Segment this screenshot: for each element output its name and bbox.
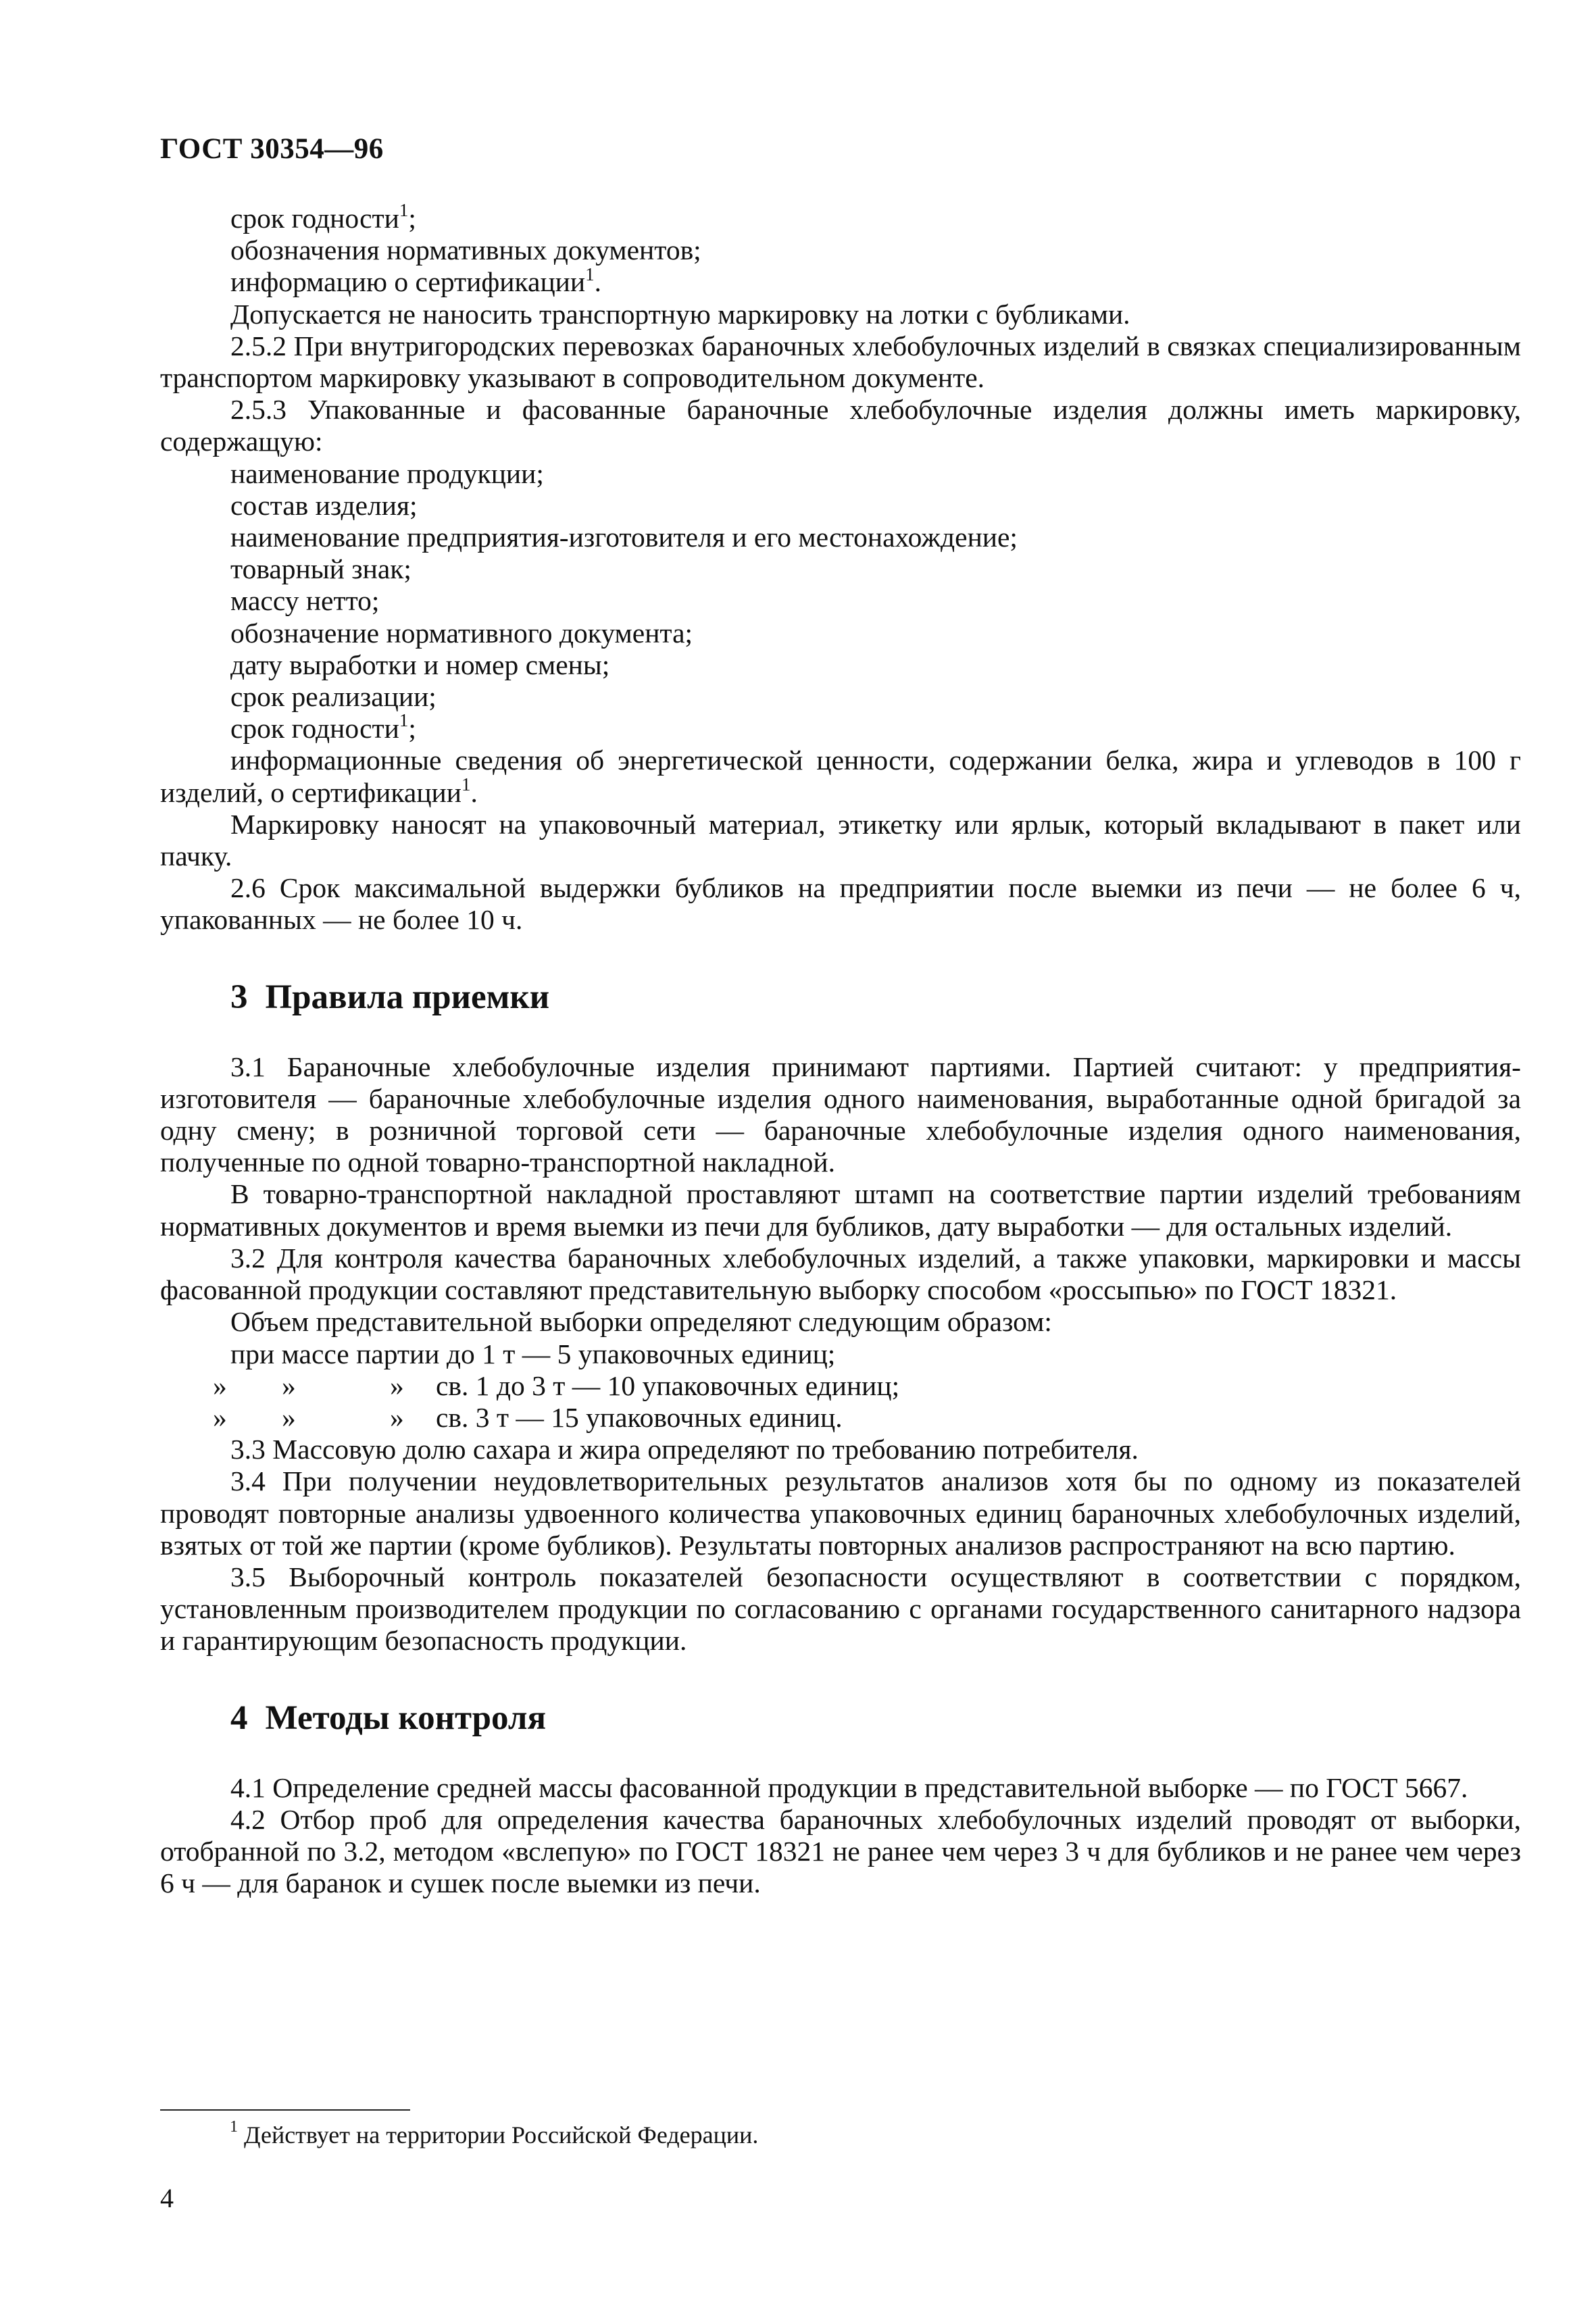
footnote-ref: 1 [399, 200, 409, 221]
list-item [160, 710, 1521, 745]
sample-size-text: св. 1 до 3 т — 10 упаковочных единиц; [436, 1369, 900, 1401]
footnote-ref: 1 [585, 263, 595, 284]
list-item: наименование предприятия-изготовителя и его местонахождение; [230, 522, 1018, 553]
punctuation: . [594, 266, 601, 298]
list-item [160, 745, 1521, 808]
paragraph-3-3: 3.3 Массовую долю сахара и жира определяют по требованию потребителя. [230, 1434, 1139, 1465]
list-item: обозначения нормативных документов; [230, 234, 701, 266]
section-heading-3 [160, 978, 1521, 1016]
ditto-mark: » [282, 1369, 296, 1401]
list-item-text: срок годности [230, 713, 399, 745]
paragraph-3-1: 3.1 Бараночные хлебобулочные изделия принимают партиями. Партией считают: у предприятия-изготовителя — бараночные хлебобулочные изделия одного наименования, выработанные одной бригадой за одну смену; в розничной торговой сети — бараночные хлебобулочные изделия одного наименования, полученные по одной товарно-транспортной накладной. [160, 1051, 1521, 1178]
punctuation: ; [408, 713, 416, 745]
footnote [230, 2120, 758, 2150]
paragraph-2-6: 2.6 Срок максимальной выдержки бубликов на предприятии после выемки из печи — не более 6 ч, упакованных — не более 10 ч. [160, 872, 1521, 936]
section-heading-4 [160, 1699, 1521, 1737]
footnote-ref: 1 [461, 774, 471, 795]
ditto-mark: » [390, 1401, 404, 1433]
list-item: товарный знак; [230, 553, 412, 585]
list-item-text: информационные сведения об энергетической ценности, содержании белка, жира и углеводов в 100 г изделий, о сертификации [160, 745, 1521, 808]
sample-size-line [160, 1370, 1521, 1402]
ditto-mark: » [213, 1401, 227, 1433]
list-item-text: срок годности [230, 203, 399, 234]
paragraph-4-1: 4.1 Определение средней массы фасованной продукции в представительной выборке — по ГОСТ 5667. [230, 1771, 1468, 1803]
page-number: 4 [160, 2183, 174, 2213]
list-item: обозначение нормативного документа; [230, 617, 693, 649]
paragraph: Маркировку наносят на упаковочный материал, этикетку или ярлык, который вкладывают в пакет или пачку. [160, 808, 1521, 872]
paragraph-3-4: 3.4 При получении неудовлетворительных результатов анализов хотя бы по одному из показателей проводят повторные анализы удвоенного количества упаковочных единиц бараночных хлебобулочных изделий, взятых от той же партии (кроме бубликов). Результаты повторных анализов распространяют на всю партию. [160, 1465, 1521, 1561]
ditto-mark: » [213, 1369, 227, 1401]
footnote-mark: 1 [230, 2118, 238, 2136]
list-item: дату выработки и номер смены; [230, 649, 610, 680]
section-title: Методы контроля [265, 1699, 547, 1737]
list-item: состав изделия; [230, 489, 418, 521]
list-item [160, 263, 1521, 298]
section-number: 3 [230, 978, 248, 1016]
list-item-text: информацию о сертификации [230, 266, 586, 298]
paragraph: Объем представительной выборки определяют следующим образом: [230, 1306, 1052, 1338]
ditto-mark: » [390, 1369, 404, 1401]
list-item: срок реализации; [230, 681, 437, 713]
footnote-text: Действует на территории Российской Федерации. [244, 2121, 759, 2148]
paragraph-4-2: 4.2 Отбор проб для определения качества бараночных хлебобулочных изделий проводят от выборки, отобранной по 3.2, методом «вслепую» по ГОСТ 18321 не ранее чем через 3 ч для бубликов и не ранее чем через 6 ч — для баранок и сушек после выемки из печи. [160, 1803, 1521, 1899]
paragraph: В товарно-транспортной накладной проставляют штамп на соответствие партии изделий требованиям нормативных документов и время выемки из печи для бубликов, дату выработки — для остальных изделий. [160, 1178, 1521, 1242]
section-number: 4 [230, 1699, 248, 1737]
section-title: Правила приемки [265, 978, 550, 1016]
sample-size-line: при массе партии до 1 т — 5 упаковочных единиц; [230, 1338, 836, 1369]
punctuation: ; [408, 203, 416, 234]
paragraph: Допускается не наносить транспортную маркировку на лотки с бубликами. [230, 298, 1130, 330]
paragraph-3-2: 3.2 Для контроля качества бараночных хлебобулочных изделий, а также упаковки, маркировки и массы фасованной продукции составляют представительную выборку способом «россыпью» по ГОСТ 18321. [160, 1242, 1521, 1306]
paragraph-2-5-3: 2.5.3 Упакованные и фасованные бараночные хлебобулочные изделия должны иметь маркировку, содержащую: [160, 394, 1521, 457]
footnote-ref: 1 [399, 710, 409, 731]
list-item [160, 200, 1521, 234]
paragraph-2-5-2: 2.5.2 При внутригородских перевозках бараночных хлебобулочных изделий в связках специализированным транспортом маркировку указывают в сопроводительном документе. [160, 330, 1521, 394]
sample-size-text: св. 3 т — 15 упаковочных единиц. [436, 1401, 843, 1433]
punctuation: . [470, 776, 478, 808]
list-item: наименование продукции; [230, 457, 544, 489]
footnote-divider [160, 2109, 410, 2111]
document-body [160, 200, 1521, 1899]
list-item: массу нетто; [230, 585, 380, 617]
paragraph-3-5: 3.5 Выборочный контроль показателей безопасности осуществляют в соответствии с порядком, установленным производителем продукции по согласованию с органами государственного санитарного надзора и гарантирующим безопасность продукции. [160, 1561, 1521, 1657]
sample-size-line [160, 1402, 1521, 1434]
document-header: ГОСТ 30354—96 [160, 133, 384, 165]
ditto-mark: » [282, 1401, 296, 1433]
